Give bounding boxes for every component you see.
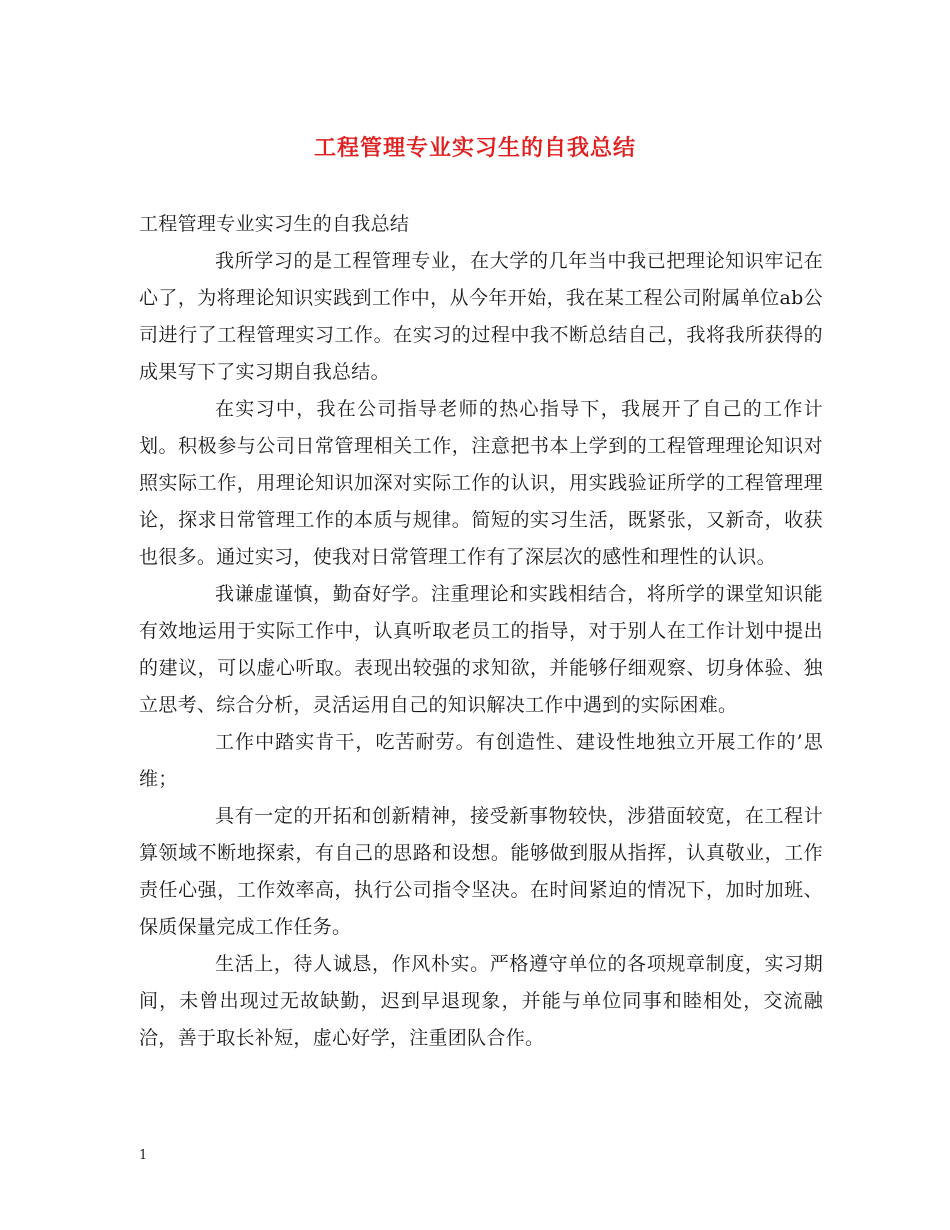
document-title: 工程管理专业实习生的自我总结 bbox=[313, 135, 636, 161]
paragraph-2: 在实习中，我在公司指导老师的热心指导下，我展开了自己的工作计划。积极参与公司日常管理相关工作，注意把书本上学到的工程管理理论知识对照实际工作，用理论知识加深对实际工作的认识，用实践验证所学的工程管理理论，探求日常管理工作的本质与规律。简短的实习生活，既紧张，又新奇，收获也很多。通过实习，使我对日常管理工作有了深层次的感性和理性的认识。 bbox=[139, 398, 823, 568]
document-subtitle: 工程管理专业实习生的自我总结 bbox=[139, 213, 410, 235]
paragraph-4: 工作中踏实肯干，吃苦耐劳。有创造性、建设性地独立开展工作的’思维； bbox=[139, 731, 823, 790]
page-number: 1 bbox=[139, 1148, 148, 1163]
paragraph-1: 我所学习的是工程管理专业，在大学的几年当中我已把理论知识牢记在心了，为将理论知识实践到工作中，从今年开始，我在某工程公司附属单位ab公司进行了工程管理实习工作。在实习的过程中我不断总结自己，我将我所获得的成果写下了实习期自我总结。 bbox=[139, 250, 823, 383]
paragraph-6: 生活上，待人诚恳，作风朴实。严格遵守单位的各项规章制度，实习期间，未曾出现过无故缺勤，迟到早退现象，并能与单位同事和睦相处，交流融洽，善于取长补短，虚心好学，注重团队合作。 bbox=[139, 953, 823, 1049]
document-body bbox=[139, 206, 823, 1057]
paragraph-5: 具有一定的开拓和创新精神，接受新事物较快，涉猎面较宽，在工程计算领域不断地探索，有自己的思路和设想。能够做到服从指挥，认真敬业，工作责任心强，工作效率高，执行公司指令坚决。在时间紧迫的情况下，加时加班、保质保量完成工作任务。 bbox=[139, 805, 823, 938]
paragraph-3: 我谦虚谨慎，勤奋好学。注重理论和实践相结合，将所学的课堂知识能有效地运用于实际工作中，认真听取老员工的指导，对于别人在工作计划中提出的建议，可以虚心听取。表现出较强的求知欲，并能够仔细观察、切身体验、独立思考、综合分析，灵活运用自己的知识解决工作中遇到的实际困难。 bbox=[139, 583, 823, 716]
